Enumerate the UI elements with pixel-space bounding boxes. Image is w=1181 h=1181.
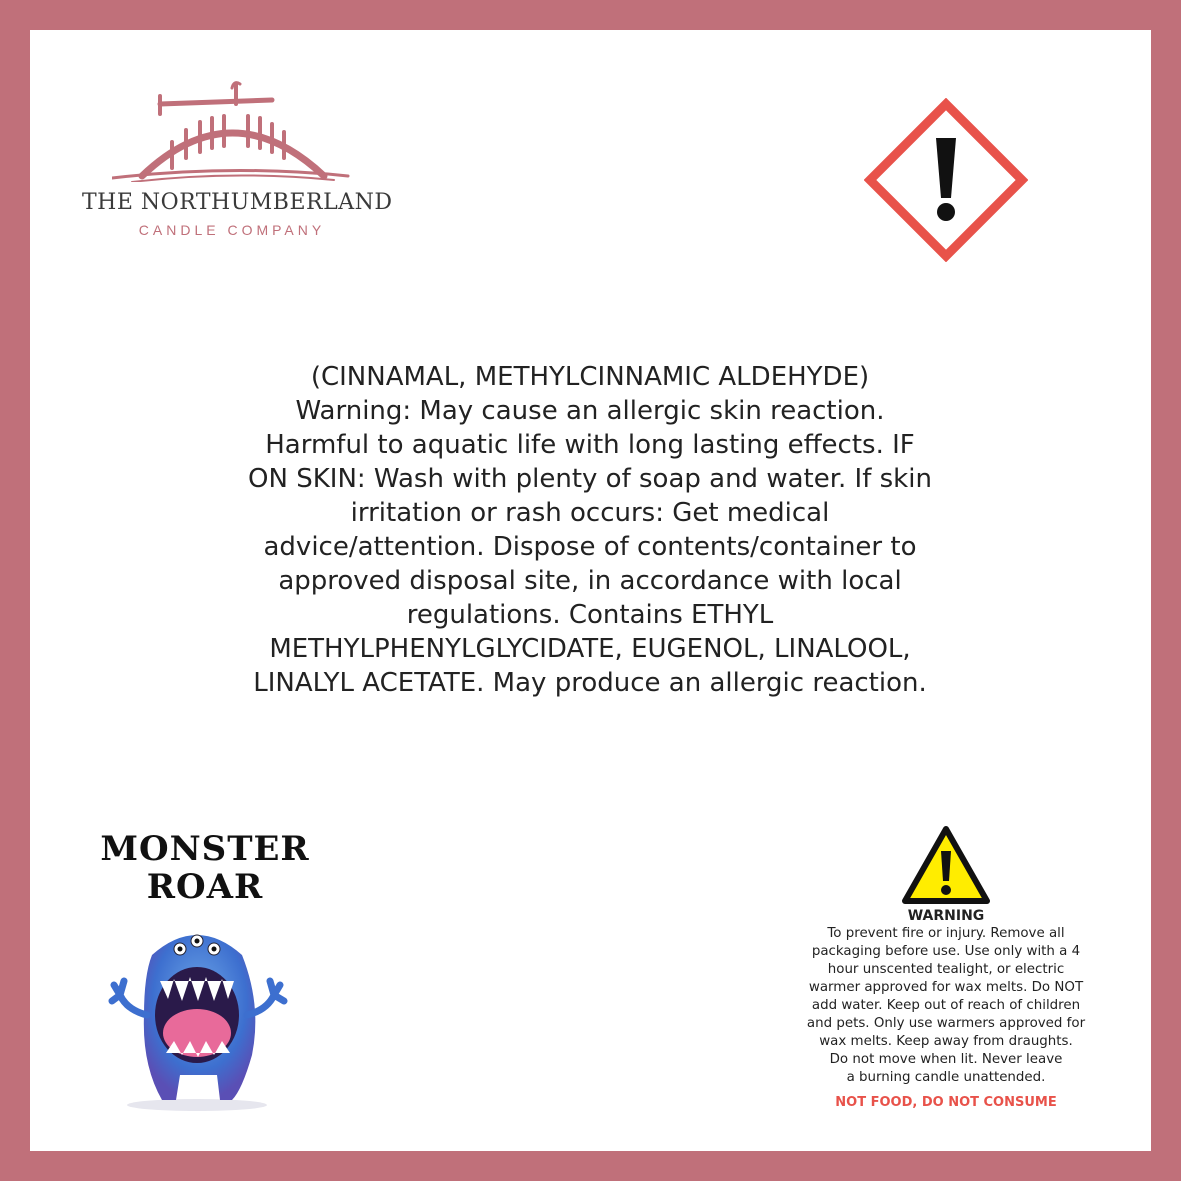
hazard-line: (CINNAMAL, METHYLCINNAMIC ALDEHYDE) [310,362,870,392]
product-name-line: MONSTER [100,829,310,869]
hazard-line: regulations. Contains ETHYL [406,600,774,630]
hazard-line: approved disposal site, in accordance with local [278,566,902,596]
warning-line: warmer approved for wax melts. Do NOT [808,980,1084,995]
hazard-line: Harmful to aquatic life with long lasting effects. IF [265,430,915,460]
product-name-line: ROAR [146,867,264,907]
warning-block [775,825,1117,1110]
bridge-logo-icon [112,70,352,182]
warning-line: add water. Keep out of reach of children [811,998,1081,1013]
brand-logo [82,70,393,250]
warning-line: hour unscented tealight, or electric [827,962,1065,977]
hazard-line: irritation or rash occurs: Get medical [350,498,830,528]
warning-text [775,925,1117,1087]
label-card [30,30,1151,1151]
warning-line: packaging before use. Use only with a 4 [811,944,1081,959]
brand-subtitle: CANDLE COMPANY [138,222,326,238]
warning-line: Do not move when lit. Never leave [829,1052,1063,1067]
brand-name: THE NORTHUMBERLAND [82,190,393,215]
warning-title: WARNING [907,908,985,924]
hazard-statement [200,360,980,700]
monster-icon [102,915,292,1115]
hazard-line: Warning: May cause an allergic skin reaction. [295,396,885,426]
not-food-notice: NOT FOOD, DO NOT CONSUME [835,1095,1057,1110]
warning-line: and pets. Only use warmers approved for [806,1016,1086,1031]
product-name [90,830,320,906]
hazard-line: ON SKIN: Wash with plenty of soap and water. If skin [248,464,932,494]
hazard-line: METHYLPHENYLGLYCIDATE, EUGENOL, LINALOOL, [269,634,911,664]
hazard-line: advice/attention. Dispose of contents/container to [263,532,917,562]
warning-line: To prevent fire or injury. Remove all [827,926,1065,941]
warning-line: wax melts. Keep away from draughts. [819,1034,1073,1049]
warning-line: a burning candle unattended. [846,1070,1046,1085]
warning-triangle-icon [901,825,991,905]
ghs-exclamation-icon [864,98,1028,262]
hazard-line: LINALYL ACETATE. May produce an allergic reaction. [253,668,927,698]
